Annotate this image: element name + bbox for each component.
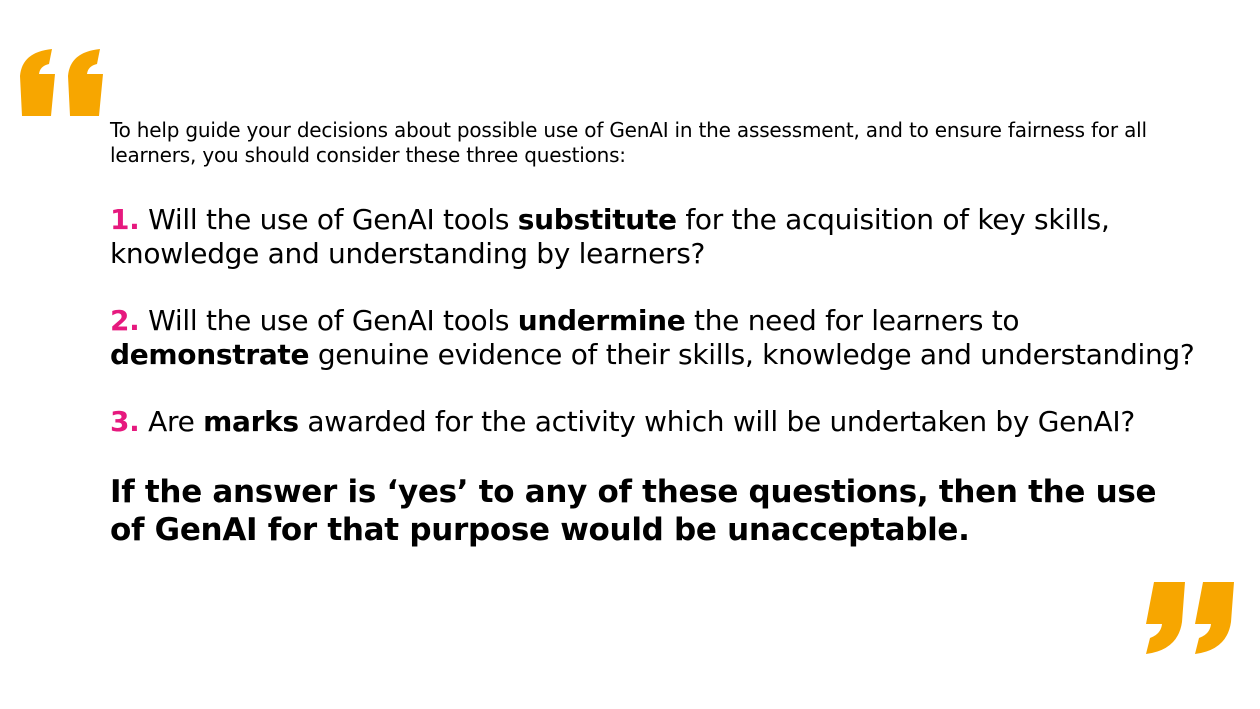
question-number: 3.: [110, 405, 140, 438]
question-2: [110, 304, 1200, 372]
question-3: [110, 405, 1200, 439]
question-number: 1.: [110, 203, 140, 236]
question-text: for the acquisition of key skills, knowledge and understanding by learners?: [110, 203, 1110, 270]
question-keyword: marks: [203, 405, 299, 438]
intro-text: To help guide your decisions about possible use of GenAI in the assessment, and to ensure fairness for all learners, you should consider these three questions:: [110, 118, 1147, 167]
question-text: Are: [139, 405, 204, 438]
question-text: Will the use of GenAI tools: [139, 203, 518, 236]
question-text: awarded for the activity which will be undertaken by GenAI?: [298, 405, 1135, 438]
question-1: [110, 203, 1200, 271]
question-text: Will the use of GenAI tools: [139, 304, 518, 337]
question-text: genuine evidence of their skills, knowledge and understanding?: [309, 338, 1195, 371]
open-quote-icon: [18, 46, 114, 122]
question-keyword: demonstrate: [110, 338, 310, 371]
conclusion-text: If the answer is ‘yes’ to any of these questions, then the use of GenAI for that purpose would be unacceptable.: [110, 474, 1157, 548]
close-quote-icon: [1140, 578, 1240, 658]
question-keyword: substitute: [517, 203, 677, 236]
question-keyword: undermine: [517, 304, 686, 337]
question-text: the need for learners to: [685, 304, 1020, 337]
question-number: 2.: [110, 304, 140, 337]
quote-content: [110, 118, 1200, 580]
